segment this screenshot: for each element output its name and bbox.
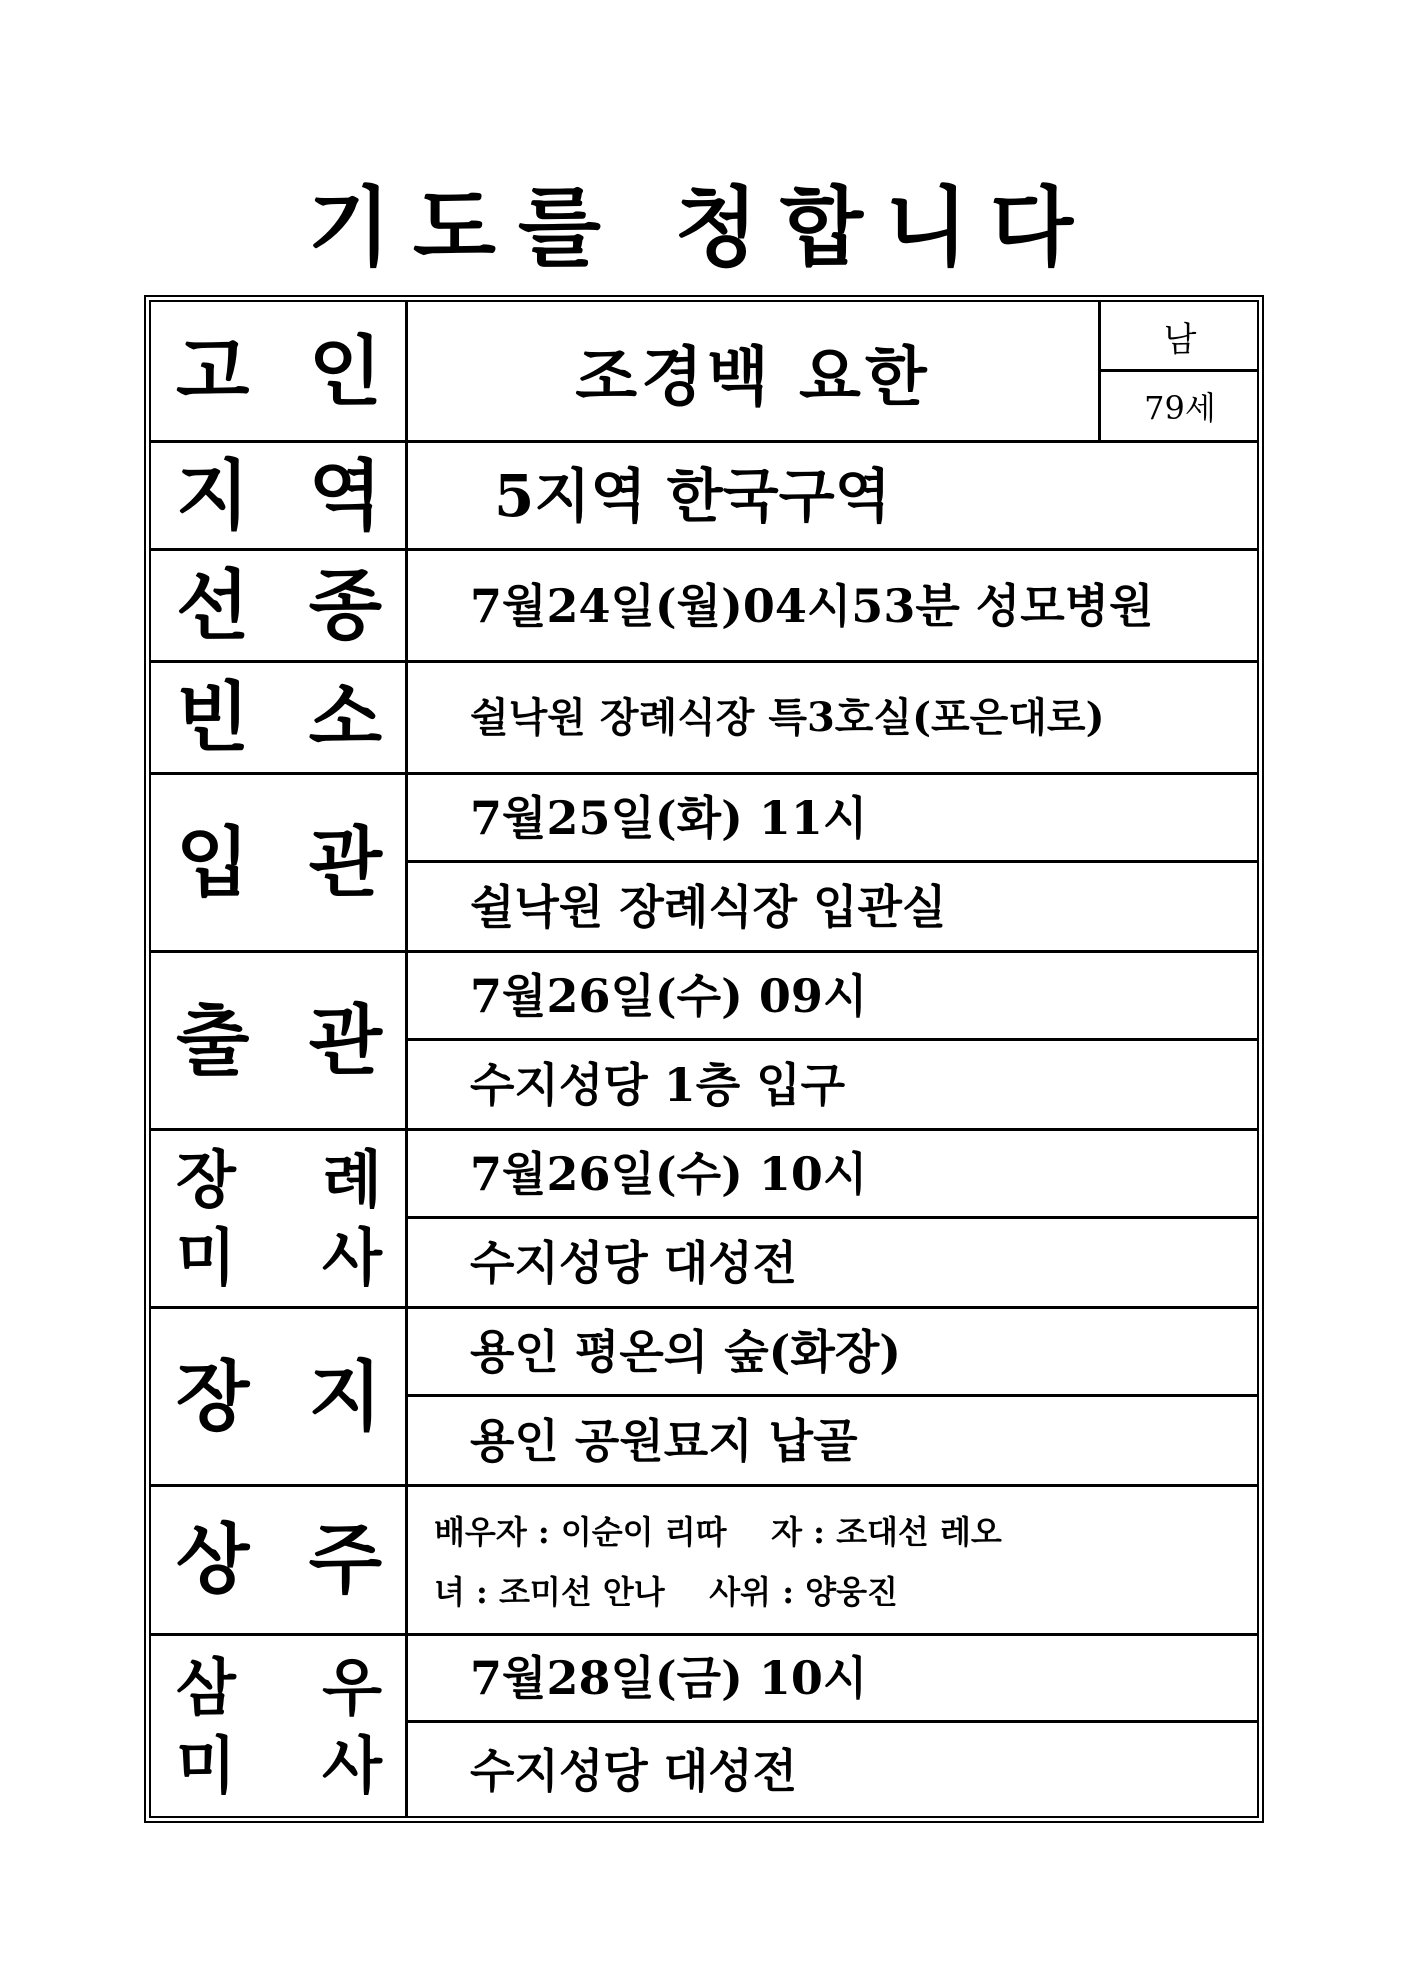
label-char: 출 — [176, 995, 250, 1085]
deceased-gender: 남 — [1163, 319, 1197, 360]
label-char: 미 — [176, 1729, 236, 1802]
funeral-mass-label — [152, 1131, 404, 1306]
third-day-mass-time: 7월28일(금) 10시 — [470, 1651, 868, 1705]
label-char: 인 — [308, 326, 382, 416]
page-title: 기도를 청합니다 — [307, 177, 1096, 278]
funeral-home-value: 쉴낙원 장례식장 특3호실(포은대로) — [470, 693, 1105, 741]
mourners-line1: 배우자 : 이순이 리따 자 : 조대선 레오 — [434, 1513, 1002, 1551]
label-char: 종 — [308, 560, 382, 650]
departure-place: 수지성당 1층 입구 — [470, 1057, 846, 1112]
region-label — [152, 443, 404, 548]
label-char: 장 — [176, 1142, 236, 1216]
burial-line2: 용인 공원묘지 납골 — [470, 1413, 858, 1468]
funeral-mass-time: 7월26일(수) 10시 — [470, 1146, 868, 1201]
death-value: 7월24일(월)04시53분 성모병원 — [470, 578, 1154, 633]
deceased-label — [152, 303, 404, 440]
label-char: 빈 — [176, 672, 250, 762]
mourners-line2: 녀 : 조미선 안나 사위 : 양웅진 — [434, 1573, 898, 1611]
funeral-mass-place: 수지성당 대성전 — [470, 1235, 798, 1290]
mourners-label — [152, 1487, 404, 1633]
label-char: 상 — [176, 1515, 250, 1604]
label-char: 관 — [308, 817, 382, 907]
burial-line1: 용인 평온의 숲(화장) — [470, 1324, 902, 1379]
label-char: 장 — [176, 1351, 250, 1441]
label-char: 삼 — [176, 1651, 236, 1724]
death-label — [152, 551, 404, 660]
label-row — [176, 1729, 382, 1802]
burial-label — [152, 1309, 404, 1484]
label-char: 선 — [176, 560, 250, 650]
region-value: 5지역 한국구역 — [494, 461, 891, 530]
deceased-name: 조경백 요한 — [575, 339, 931, 415]
label-char: 입 — [176, 817, 250, 907]
label-char: 관 — [308, 995, 382, 1085]
third-day-mass-label — [152, 1636, 404, 1818]
label-char: 소 — [308, 672, 382, 762]
label-row — [176, 1220, 382, 1294]
departure-label — [152, 953, 404, 1128]
funeral-home-label — [152, 663, 404, 772]
label-char: 고 — [176, 326, 250, 416]
deceased-age: 79세 — [1144, 389, 1216, 427]
label-row — [176, 1651, 382, 1724]
label-char: 주 — [308, 1515, 382, 1604]
label-char: 미 — [176, 1220, 236, 1294]
encoffining-label — [152, 775, 404, 950]
label-char: 례 — [322, 1142, 382, 1216]
departure-time: 7월26일(수) 09시 — [470, 968, 868, 1023]
label-char: 지 — [308, 1351, 382, 1441]
label-char: 사 — [322, 1729, 382, 1802]
label-char: 역 — [308, 450, 382, 540]
label-char: 우 — [322, 1651, 382, 1724]
label-row — [176, 1142, 382, 1216]
third-day-mass-place: 수지성당 대성전 — [470, 1743, 798, 1798]
label-char: 사 — [322, 1220, 382, 1294]
label-char: 지 — [176, 450, 250, 540]
column-divider — [405, 300, 408, 1818]
encoffining-time: 7월25일(화) 11시 — [470, 790, 868, 845]
encoffining-place: 쉴낙원 장례식장 입관실 — [470, 879, 947, 934]
